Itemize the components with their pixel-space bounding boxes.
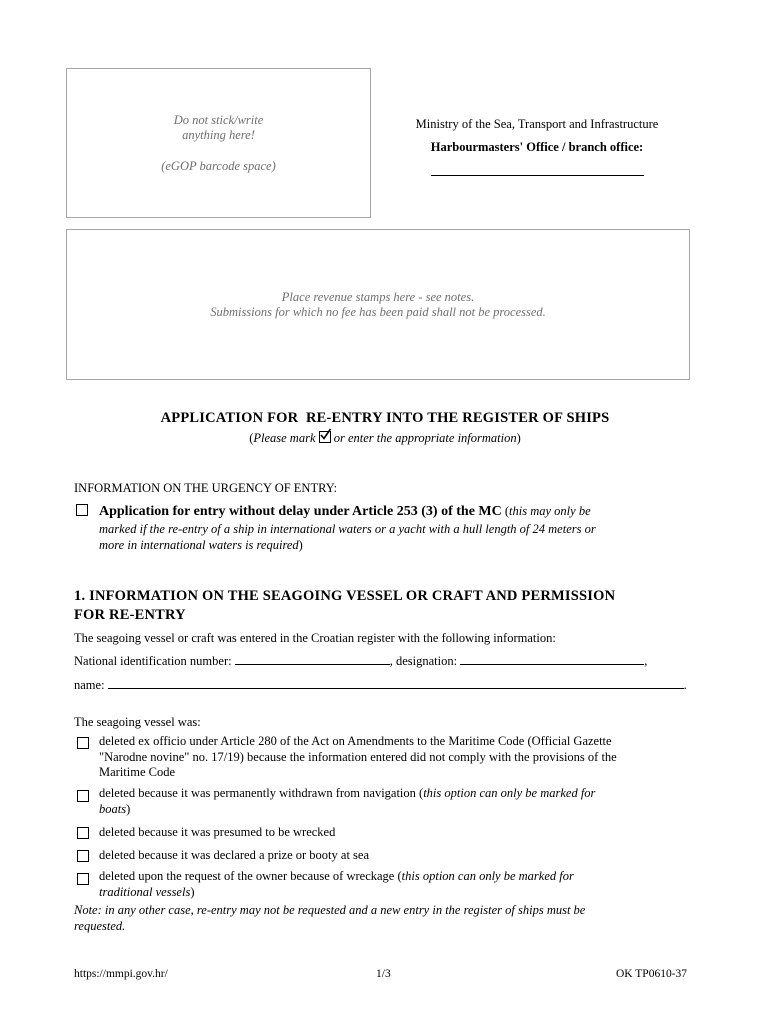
- section1-intro: The seagoing vessel or craft was entered in the Croatian register with the following information:: [74, 631, 556, 645]
- name-label: name:: [74, 678, 105, 692]
- urgency-heading: INFORMATION ON THE URGENCY OF ENTRY:: [74, 481, 338, 495]
- name-field[interactable]: [108, 677, 684, 689]
- subtitle-after: or enter the appropriate information: [333, 431, 517, 445]
- footer-page-number: 1/3: [376, 968, 391, 980]
- barcode-note-line3: (eGOP barcode space): [161, 159, 276, 173]
- name-row: name: .: [74, 678, 687, 692]
- nin-field[interactable]: [235, 653, 390, 665]
- checkmark-icon: [319, 431, 331, 443]
- option-wrecked-checkbox[interactable]: [77, 827, 89, 839]
- option-withdrawn-label: deleted because it was permanently withdrawn from navigation (this option can only be marked for boats): [99, 786, 596, 816]
- section1-heading: [74, 587, 615, 625]
- document-title: APPLICATION FOR RE-ENTRY INTO THE REGISTER OF SHIPS: [160, 410, 610, 426]
- revenue-stamp-box: [66, 229, 690, 380]
- barcode-note-line1: Do not stick/write: [173, 113, 264, 127]
- office-field[interactable]: [431, 160, 644, 176]
- option-owner-request-checkbox[interactable]: [77, 873, 89, 885]
- option-prize-label: deleted because it was declared a prize or booty at sea: [99, 848, 370, 862]
- barcode-note-line2: anything here!: [182, 128, 255, 142]
- urgency-option-line1: Application for entry without delay under Article 253 (3) of the MC (this may only be: [99, 504, 591, 519]
- urgency-option-bold: Application for entry without delay under Article 253 (3) of the MC: [99, 504, 502, 519]
- subtitle-before: Please mark: [253, 431, 316, 445]
- stamp-note-line2: Submissions for which no fee has been paid shall not be processed.: [210, 305, 546, 319]
- urgency-option-line3: more in international waters is required): [99, 538, 303, 552]
- footer-form-code: OK TP0610-37: [616, 968, 688, 980]
- urgency-option-italic1: this may only be: [509, 504, 591, 518]
- footer-url[interactable]: https://mmpi.gov.hr/: [74, 968, 168, 980]
- option-withdrawn-checkbox[interactable]: [77, 790, 89, 802]
- nin-row: National identification number: , designation: ,: [74, 654, 648, 668]
- section1-heading-line1: 1. INFORMATION ON THE SEAGOING VESSEL OR CRAFT AND PERMISSION: [74, 588, 616, 604]
- designation-label: , designation:: [389, 654, 458, 668]
- barcode-box: [66, 68, 371, 218]
- stamp-note-line1: Place revenue stamps here - see notes.: [281, 290, 475, 304]
- nin-label: National identification number:: [74, 654, 232, 668]
- designation-field[interactable]: [460, 653, 644, 665]
- urgency-option-line2: marked if the re-entry of a ship in international waters or a yacht with a hull length of 24 meters or: [99, 522, 596, 536]
- section1-note: Note: in any other case, re-entry may not be requested and a new entry in the register of ships must be requested.: [74, 903, 586, 933]
- document-subtitle: (Please mark or enter the appropriate information): [249, 431, 521, 445]
- option-ex-officio-checkbox[interactable]: [77, 737, 89, 749]
- section1-heading-line2: FOR RE-ENTRY: [74, 607, 186, 623]
- urgency-checkbox[interactable]: [76, 504, 88, 516]
- ministry-name: Ministry of the Sea, Transport and Infrastructure: [415, 117, 659, 131]
- option-wrecked-label: deleted because it was presumed to be wrecked: [99, 825, 336, 839]
- option-owner-request-label: deleted upon the request of the owner because of wreckage (this option can only be marked for traditional vessels): [99, 869, 574, 899]
- option-ex-officio-label: deleted ex officio under Article 280 of the Act on Amendments to the Maritime Code (Official Gazette "Narodne novine" no. 17/19) because the information entered did not comply with the provisions of the Maritime Code: [99, 734, 617, 779]
- office-label: Harbourmasters' Office / branch office:: [430, 140, 644, 154]
- vessel-was-label: The seagoing vessel was:: [74, 715, 201, 729]
- ministry-header: [392, 116, 682, 155]
- option-prize-checkbox[interactable]: [77, 850, 89, 862]
